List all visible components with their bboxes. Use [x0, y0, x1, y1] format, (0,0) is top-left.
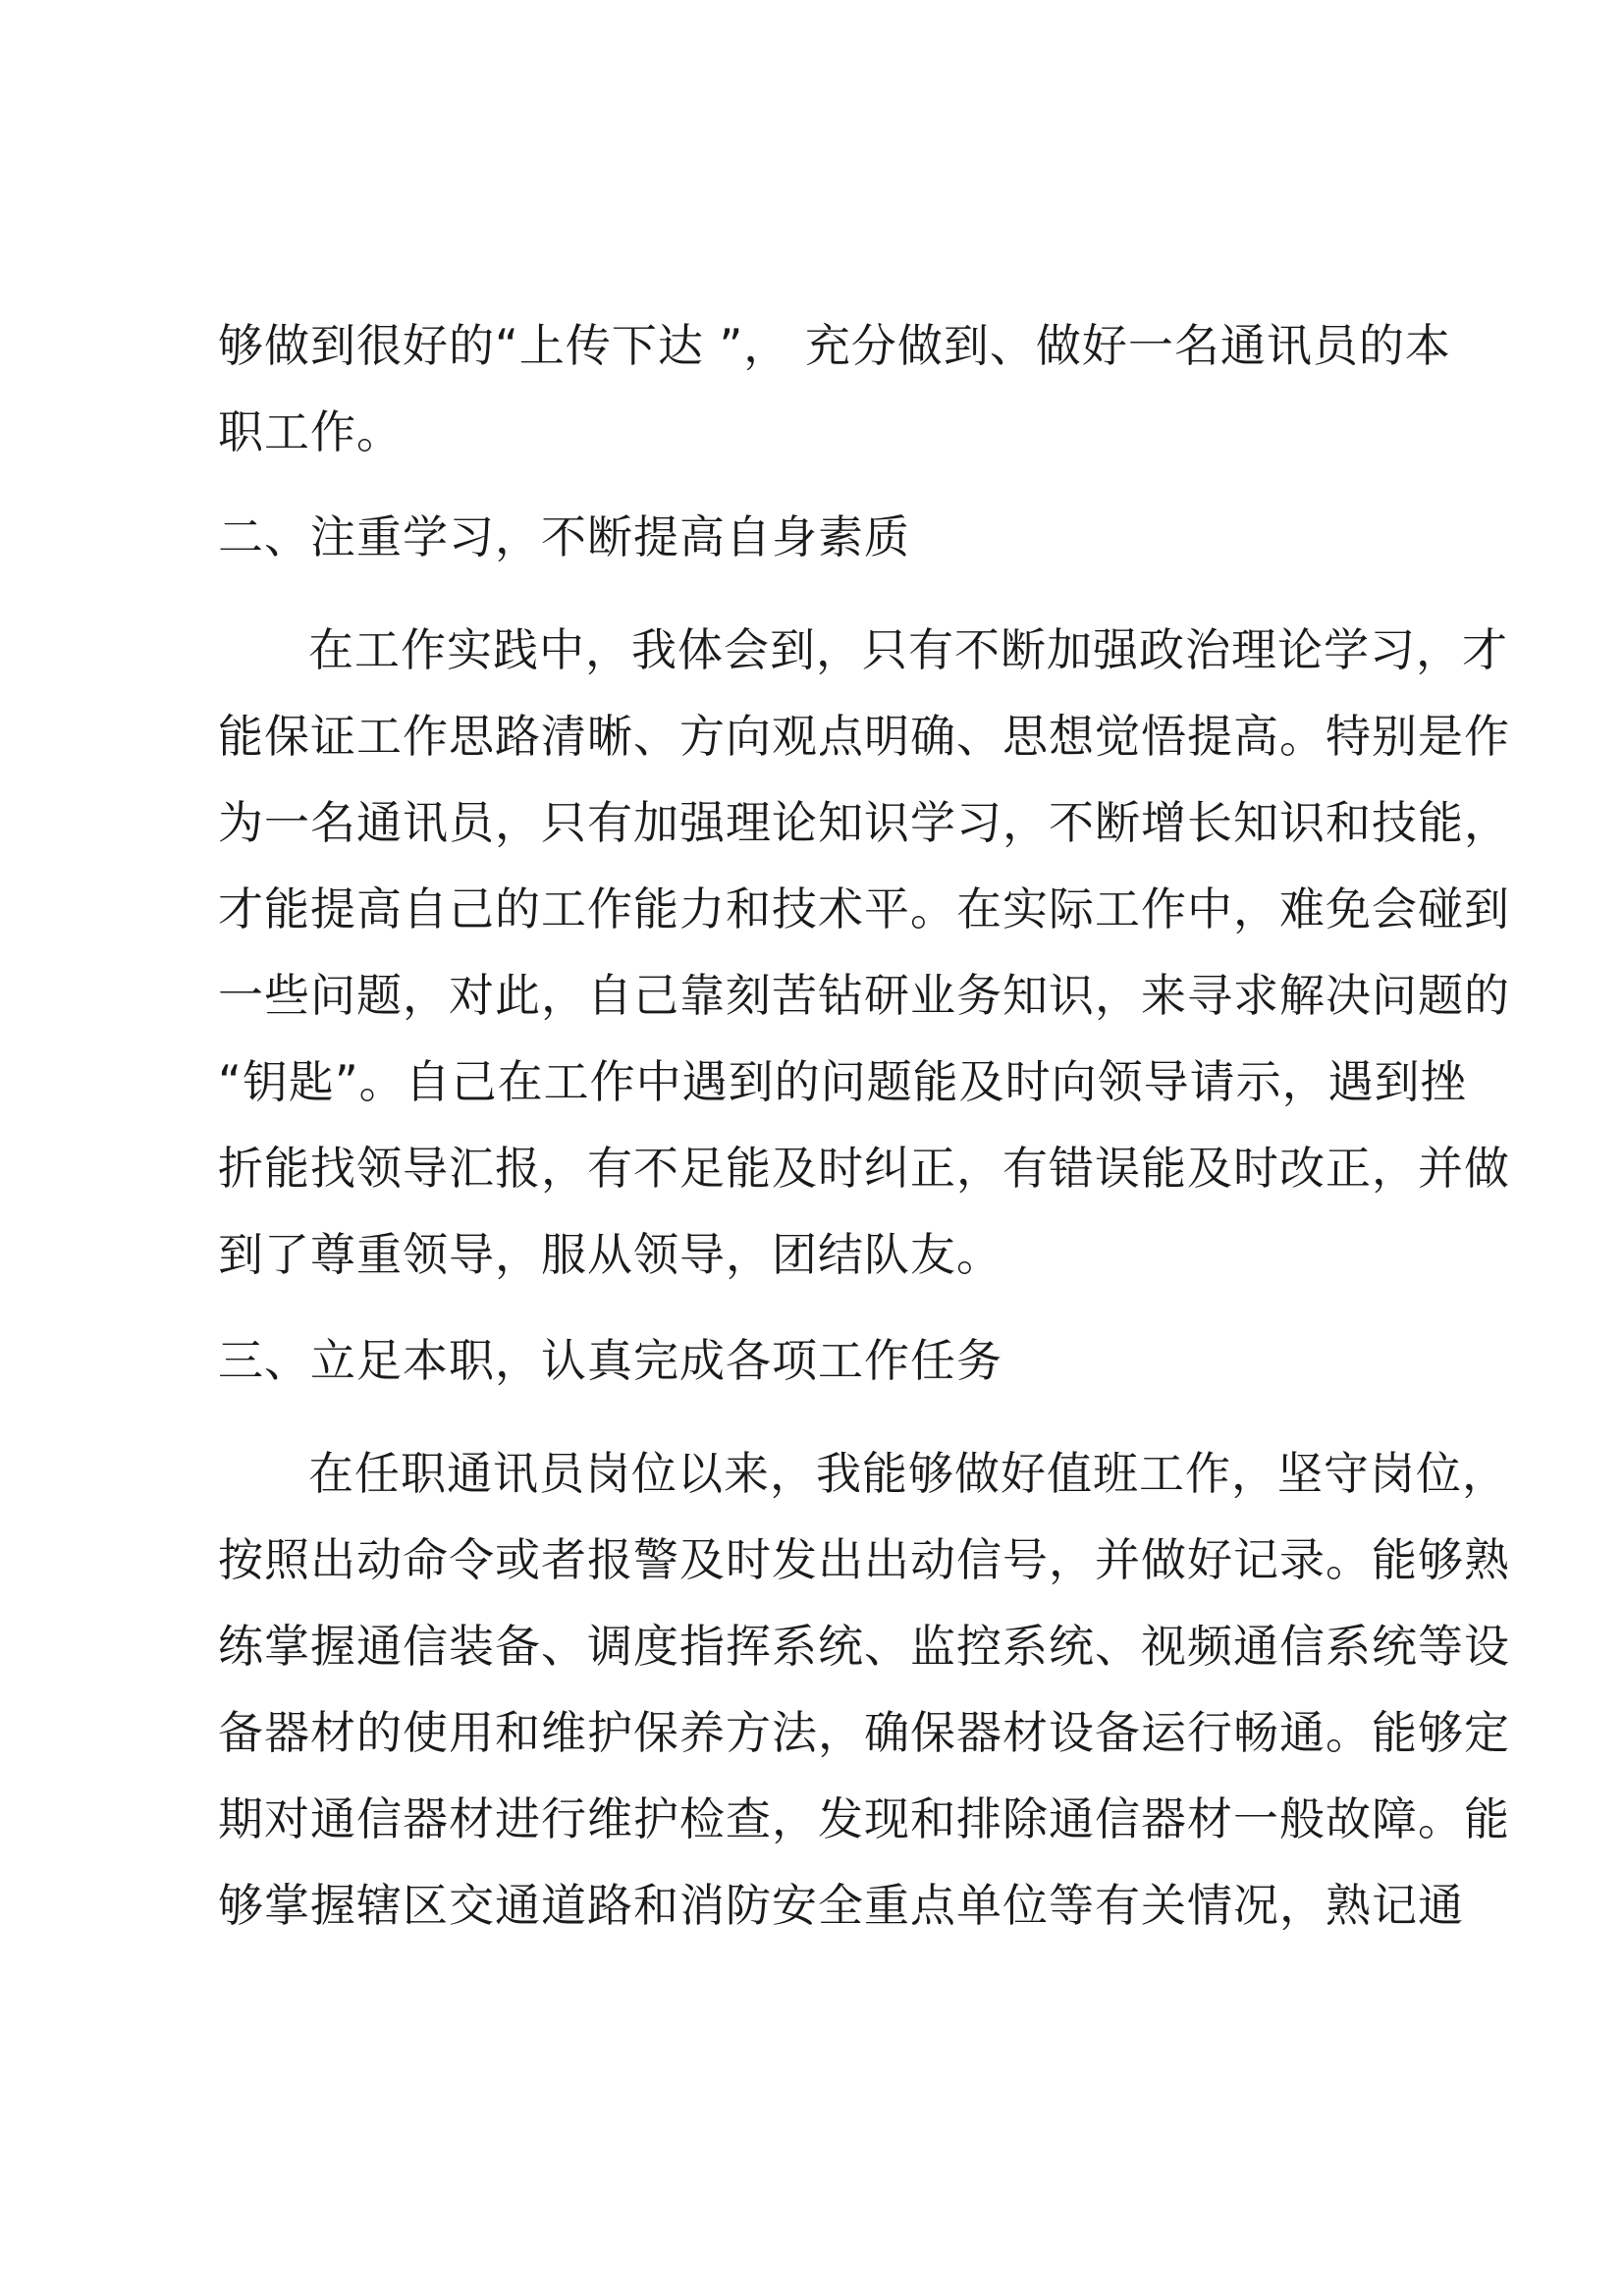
- paragraph-line: 一些问题，对此，自己靠刻苦钻研业务知识，来寻求解决问题的: [218, 969, 1510, 1022]
- paragraph-line: 在任职通讯员岗位以来，我能够做好值班工作，坚守岗位，: [308, 1447, 1508, 1500]
- section-heading: 二、注重学习，不断提高自身素质: [218, 510, 910, 563]
- paragraph-line: 够做到很好的“上传下达 ”， 充分做到、做好一名通讯员的本: [218, 319, 1451, 372]
- paragraph-line: 到了尊重领导，服从领导，团结队友。: [218, 1228, 1002, 1281]
- paragraph-line: 能保证工作思路清晰、方向观点明确、思想觉悟提高。特别是作: [218, 710, 1510, 763]
- paragraph-line: 折能找领导汇报，有不足能及时纠正，有错误能及时改正，并做: [218, 1142, 1510, 1195]
- paragraph-line: 按照出动命令或者报警及时发出出动信号，并做好记录。能够熟: [218, 1533, 1510, 1586]
- section-heading: 三、立足本职，认真完成各项工作任务: [218, 1334, 1002, 1387]
- paragraph-line: 期对通信器材进行维护检查，发现和排除通信器材一般故障。能: [218, 1792, 1510, 1845]
- paragraph-line: 职工作。: [218, 405, 403, 458]
- paragraph-line: 备器材的使用和维护保养方法，确保器材设备运行畅通。能够定: [218, 1706, 1510, 1759]
- paragraph-line: 才能提高自己的工作能力和技术平。在实际工作中，难免会碰到: [218, 882, 1510, 935]
- paragraph-line: 够掌握辖区交通道路和消防安全重点单位等有关情况，熟记通: [218, 1879, 1464, 1932]
- paragraph-line: “钥匙”。自己在工作中遇到的问题能及时向领导请示，遇到挫: [218, 1055, 1467, 1108]
- paragraph-line: 在工作实践中，我体会到，只有不断加强政治理论学习，才: [308, 623, 1508, 676]
- paragraph-line: 练掌握通信装备、调度指挥系统、监控系统、视频通信系统等设: [218, 1620, 1510, 1673]
- paragraph-line: 为一名通讯员，只有加强理论知识学习，不断增长知识和技能，: [218, 796, 1510, 849]
